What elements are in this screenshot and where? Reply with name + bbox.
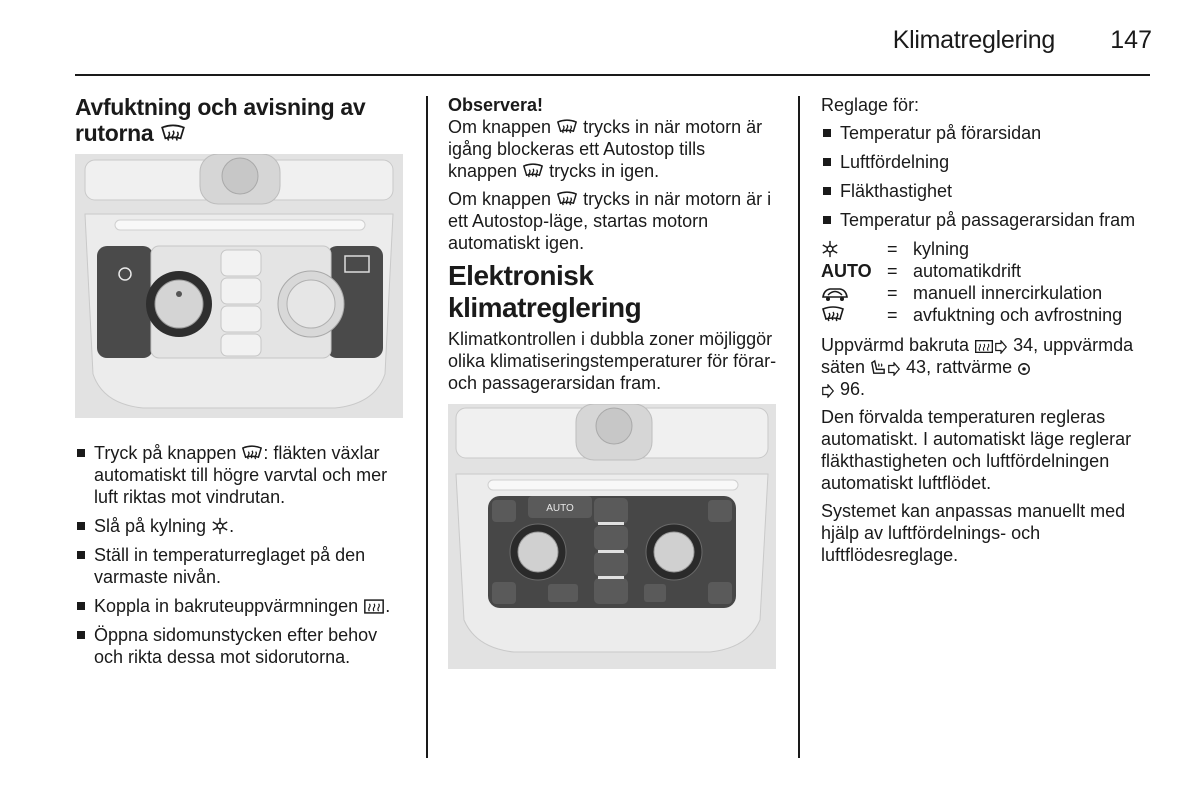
climate-panel-photo-manual (75, 154, 403, 418)
list-item: Ställ in temperaturreglaget på den varmaste nivån. (75, 544, 411, 588)
defrost-icon (522, 163, 544, 180)
page-reference-icon (994, 340, 1008, 354)
defrost-icon (556, 119, 578, 136)
electronic-climate-intro: Klimatkontrollen i dubbla zoner möjliggör olika klimatiseringstemperaturer för förar- och passagerarsidan fram. (448, 329, 777, 393)
column-1 (75, 94, 411, 675)
legend-row: = manuell innercirkulation (821, 282, 1122, 304)
controls-list (821, 122, 1161, 231)
defrost-icon (160, 124, 186, 144)
header-divider (75, 74, 1150, 76)
rear-window-heating-icon (363, 598, 385, 615)
column-divider-2 (798, 96, 800, 758)
controls-intro: Reglage för: (821, 95, 920, 115)
page-reference-icon (887, 362, 901, 376)
recirculation-icon (821, 286, 849, 302)
heated-seat-icon (870, 359, 887, 376)
steering-wheel-heating-icon (1017, 362, 1031, 376)
snowflake-icon (821, 240, 839, 258)
section-heading-electronic-climate: Elektronisk klimatreglering (448, 260, 642, 323)
section-heading-defrost: Avfuktning och avisning av rutorna (75, 94, 366, 146)
auto-paragraph: Den förvalda temperaturen regleras automatiskt. I automatiskt läge reglerar fläkthastigheten och luftfördelningen automatiskt luftflödet. (821, 407, 1132, 493)
page-reference-icon (821, 384, 835, 398)
climate-panel-photo-dual-zone (448, 404, 776, 669)
column-3 (821, 94, 1161, 572)
legend-row: AUTO = automatikdrift (821, 261, 1022, 281)
defrost-steps-list (75, 442, 411, 668)
defrost-icon (556, 191, 578, 208)
manual-climate-panel-illustration (75, 154, 403, 418)
list-item: Luftfördelning (821, 151, 1161, 173)
auto-symbol: AUTO (821, 261, 872, 281)
note-title: Observera! (448, 95, 544, 115)
cross-references: Uppvärmd bakruta 34, uppvärmda säten 43, rattvärme 96. (821, 335, 1134, 399)
snowflake-icon (211, 517, 229, 535)
page-number: 147 (1110, 26, 1152, 54)
column-2 (448, 94, 778, 669)
column-divider-1 (426, 96, 428, 758)
rear-window-heating-icon (974, 339, 994, 354)
note-paragraph-1: Om knappen trycks in när motorn är igång blockeras ett Autostop tills knappen trycks in igen. (448, 117, 763, 181)
symbol-legend (821, 238, 1122, 326)
note-paragraph-2: Om knappen trycks in när motorn är i ett Autostop-läge, startas motorn automatiskt igen. (448, 189, 772, 253)
legend-row: = kylning (821, 238, 1122, 260)
panel-auto-label: AUTO (546, 503, 574, 514)
legend-row: = avfuktning och avfrostning (821, 304, 1122, 326)
page-header-title: Klimatreglering (892, 26, 1055, 54)
list-item: Tryck på knappen : fläkten växlar automatiskt till högre varvtal och mer luft riktas mot vindrutan. (75, 442, 411, 508)
defrost-icon (821, 306, 845, 324)
list-item: Fläkthastighet (821, 180, 1161, 202)
list-item: Koppla in bakruteuppvärmningen . (75, 595, 411, 617)
manual-paragraph: Systemet kan anpassas manuellt med hjälp av luftfördelnings- och luftflödesreglage. (821, 501, 1126, 565)
list-item: Temperatur på förarsidan (821, 122, 1161, 144)
dual-zone-climate-panel-illustration (448, 404, 776, 669)
list-item: Temperatur på passagerarsidan fram (821, 209, 1161, 231)
defrost-icon (241, 445, 263, 462)
list-item: Öppna sidomunstycken efter behov och rikta dessa mot sidorutorna. (75, 624, 411, 668)
list-item: Slå på kylning . (75, 515, 411, 537)
